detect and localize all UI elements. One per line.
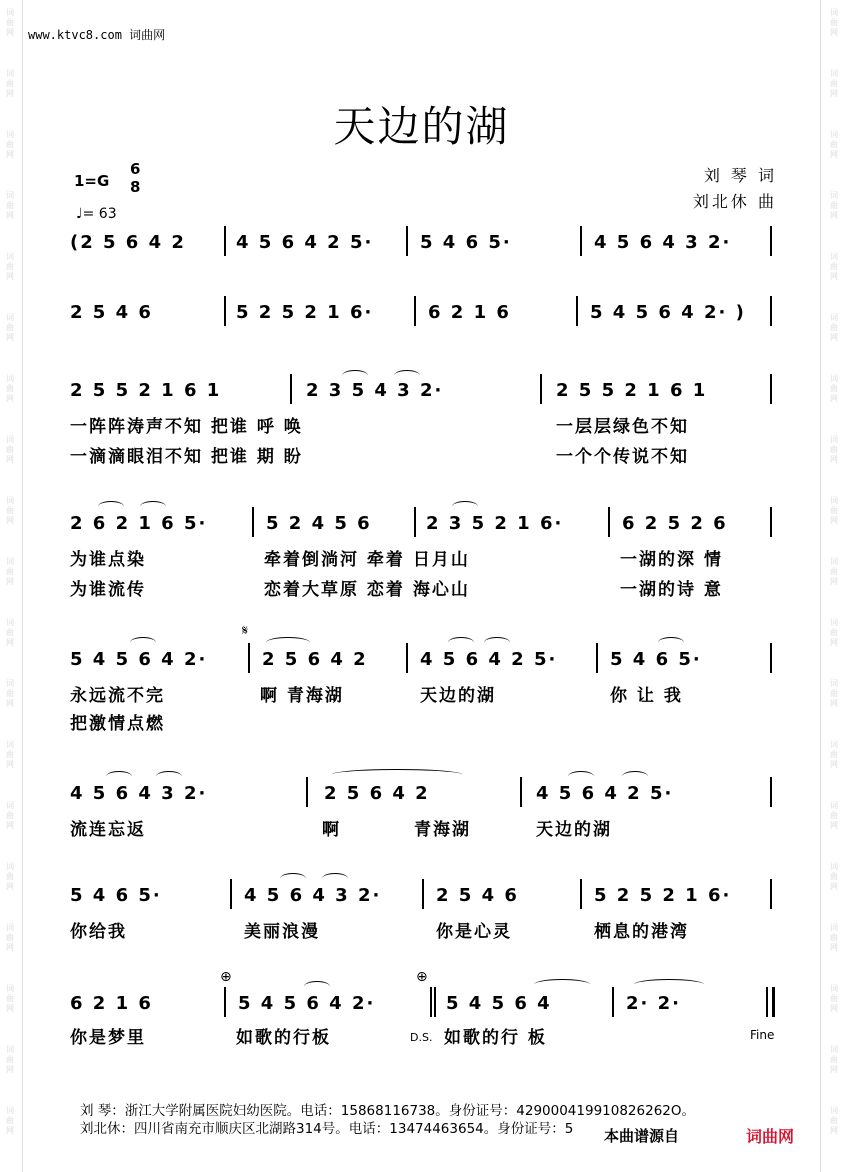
barline — [422, 879, 424, 909]
measure: 2 5 4 6 — [70, 302, 153, 323]
slur — [658, 637, 684, 648]
lyric-line: 美丽浪漫 — [244, 922, 320, 942]
watermark-text: 词 曲 网 — [6, 557, 14, 586]
measure: 4 5 6 4 3 2· — [594, 232, 732, 253]
coda-icon: ⊕ — [416, 969, 428, 985]
lyric-line: 为谁流传 — [70, 580, 146, 600]
slur — [622, 771, 648, 782]
measure: 6 2 1 6 — [428, 302, 511, 323]
row-2-notes — [70, 302, 780, 328]
slur — [452, 501, 478, 512]
lyric-line: 一滴滴眼泪不知 把谁 期 盼 — [70, 447, 303, 467]
lyric-line: 牵着倒淌河 牵着 日月山 — [264, 550, 470, 570]
repeat-barline — [434, 987, 436, 1017]
watermark-text: 词 曲 网 — [6, 1045, 14, 1074]
measure: 6 2 1 6 — [70, 993, 153, 1014]
measure: 2 5 5 2 1 6 1 — [70, 380, 222, 401]
barline — [248, 643, 250, 673]
measure: 5 4 5 6 4 2· ) — [590, 302, 746, 323]
slur — [266, 637, 310, 648]
row-4-notes — [70, 513, 780, 539]
measure: 5 4 5 6 4 2· — [70, 649, 208, 670]
footer-line-1: 刘 琴：浙江大学附属医院妇幼医院。电话：15868116738。身份证号：429000419910826262O。 — [80, 1103, 696, 1119]
lyricist-credit: 刘 琴 词 — [703, 166, 777, 185]
row-1-notes — [70, 232, 780, 258]
watermark-text: 词 曲 网 — [830, 496, 838, 525]
measure: 6 2 5 2 6 — [622, 513, 728, 534]
lyric-line: 一阵阵涛声不知 把谁 呼 唤 — [70, 417, 303, 437]
row-7-notes — [70, 885, 780, 911]
measure: 2 5 5 2 1 6 1 — [556, 380, 708, 401]
barline — [230, 879, 232, 909]
slur — [634, 979, 704, 990]
lyric-line: 恋着大草原 恋着 海心山 — [264, 580, 470, 600]
slur — [484, 637, 510, 648]
slur — [448, 637, 474, 648]
site-url: www.ktvc8.com 词曲网 — [28, 28, 166, 42]
coda-icon: ⊕ — [220, 969, 232, 985]
watermark-text: 词 曲 网 — [830, 252, 838, 281]
measure: 4 5 6 4 2 5· — [420, 649, 558, 670]
slur — [156, 771, 182, 782]
source-stamp: 本曲谱源自 — [600, 1124, 738, 1148]
barline — [414, 507, 416, 537]
barline — [770, 879, 772, 909]
lyric-line: 你是心灵 — [436, 922, 512, 942]
song-title: 天边的湖 — [333, 102, 510, 151]
measure: 5 4 6 5· — [420, 232, 512, 253]
watermark-text: 词 曲 网 — [830, 1045, 838, 1074]
watermark-text: 词 曲 网 — [6, 984, 14, 1013]
watermark-text: 词 曲 网 — [6, 679, 14, 708]
barline — [770, 226, 772, 256]
final-barline — [772, 987, 775, 1017]
lyric-line: 啊 青海湖 — [260, 686, 344, 706]
measure: 2 3 5 2 1 6· — [426, 513, 564, 534]
time-sig-bottom: 8 — [130, 178, 141, 196]
lyric-line: 天边的湖 — [536, 820, 612, 840]
barline — [770, 643, 772, 673]
slur — [534, 979, 590, 990]
lyric-line: 永远流不完 — [70, 686, 165, 706]
barline — [770, 296, 772, 326]
barline — [612, 987, 614, 1017]
lyric-line: 如歌的行 板 — [444, 1028, 547, 1048]
measure: 2· 2· — [626, 993, 681, 1014]
watermark-text: 词 曲 网 — [6, 374, 14, 403]
measure: 5 2 4 5 6 — [266, 513, 372, 534]
barline — [406, 643, 408, 673]
watermark-text: 词 曲 网 — [6, 435, 14, 464]
barline — [520, 777, 522, 807]
watermark-text: 词 曲 网 — [6, 862, 14, 891]
barline — [596, 643, 598, 673]
watermark-text: 词 曲 网 — [830, 618, 838, 647]
watermark-text: 词 曲 网 — [6, 313, 14, 342]
watermark-text: 词 曲 网 — [6, 923, 14, 952]
footer-line-2: 刘北休：四川省南充市顺庆区北湖路314号。电话：13474463654。身份证号：5 — [80, 1121, 574, 1137]
lyric-line: 栖息的港湾 — [594, 922, 689, 942]
slur — [322, 873, 348, 884]
barline — [224, 296, 226, 326]
measure: 4 5 6 4 3 2· — [244, 885, 382, 906]
watermark-text: 词 曲 网 — [6, 69, 14, 98]
lyric-line: 一湖的深 情 — [620, 550, 723, 570]
watermark-text: 词 曲 网 — [830, 984, 838, 1013]
lyric-line: 一个个传说不知 — [556, 447, 689, 467]
barline — [580, 879, 582, 909]
watermark-text: 词 曲 网 — [830, 435, 838, 464]
measure: 4 5 6 4 3 2· — [70, 783, 208, 804]
fine-mark: Fine — [750, 1028, 775, 1042]
watermark-text: 词 曲 网 — [6, 740, 14, 769]
slur — [98, 501, 124, 512]
slur — [304, 981, 330, 992]
row-5-notes — [70, 649, 780, 675]
barline — [770, 777, 772, 807]
tempo-marking: ♩= 63 — [76, 206, 117, 222]
slur — [568, 771, 594, 782]
slur — [332, 769, 462, 780]
time-sig-top: 6 — [130, 160, 141, 178]
lyric-line: 如歌的行板 — [236, 1028, 331, 1048]
measure: 2 6 2 1 6 5· — [70, 513, 208, 534]
watermark-text: 词 曲 网 — [830, 862, 838, 891]
barline — [540, 374, 542, 404]
watermark-text: 词 曲 网 — [6, 496, 14, 525]
watermark-text: 词 曲 网 — [830, 8, 838, 37]
lyric-line: 你 让 我 — [610, 686, 683, 706]
slur — [106, 771, 132, 782]
time-signature — [130, 160, 140, 196]
measure: 2 5 6 4 2 — [324, 783, 430, 804]
lyric-line: 把激情点燃 — [70, 714, 165, 734]
left-watermark-strip — [0, 0, 23, 1172]
barline — [406, 226, 408, 256]
measure: 2 5 6 4 2 — [262, 649, 368, 670]
measure: 5 4 6 5· — [610, 649, 702, 670]
lyric-line: 青海湖 — [414, 820, 471, 840]
watermark-text: 词 曲 网 — [830, 130, 838, 159]
measure: 5 2 5 2 1 6· — [236, 302, 374, 323]
watermark-text: 词 曲 网 — [830, 679, 838, 708]
lyric-line: 一层层绿色不知 — [556, 417, 689, 437]
watermark-text: 词 曲 网 — [830, 1106, 838, 1135]
barline — [252, 507, 254, 537]
measure: 4 5 6 4 2 5· — [236, 232, 374, 253]
watermark-text: 词 曲 网 — [6, 191, 14, 220]
barline — [770, 507, 772, 537]
barline — [224, 226, 226, 256]
lyric-line: 流连忘返 — [70, 820, 146, 840]
watermark-text: 词 曲 网 — [6, 1106, 14, 1135]
measure: 5 4 6 5· — [70, 885, 162, 906]
dal-segno-mark: D.S. — [410, 1031, 433, 1044]
barline — [580, 226, 582, 256]
watermark-text: 词 曲 网 — [830, 557, 838, 586]
watermark-text: 词 曲 网 — [830, 374, 838, 403]
measure: 4 5 6 4 2 5· — [536, 783, 674, 804]
slur — [342, 370, 368, 381]
watermark-text: 词 曲 网 — [830, 740, 838, 769]
slur — [130, 637, 156, 648]
watermark-text: 词 曲 网 — [830, 69, 838, 98]
barline — [770, 374, 772, 404]
final-barline — [766, 987, 768, 1017]
lyric-line: 啊 — [322, 820, 341, 840]
barline — [414, 296, 416, 326]
measure: 5 2 5 2 1 6· — [594, 885, 732, 906]
watermark-text: 词 曲 网 — [830, 313, 838, 342]
watermark-text: 词 曲 网 — [6, 8, 14, 37]
site-logo: 词曲网 — [746, 1127, 795, 1146]
barline — [224, 987, 226, 1017]
measure: 5 4 5 6 4 2· — [238, 993, 376, 1014]
repeat-barline — [430, 987, 432, 1017]
lyric-line: 一湖的诗 意 — [620, 580, 723, 600]
watermark-text: 词 曲 网 — [830, 923, 838, 952]
measure: 2 3 5 4 3 2· — [306, 380, 444, 401]
lyric-line: 你是梦里 — [70, 1028, 146, 1048]
measure: 5 4 5 6 4 — [446, 993, 552, 1014]
watermark-text: 词 曲 网 — [6, 130, 14, 159]
slur — [280, 873, 306, 884]
watermark-text: 词 曲 网 — [830, 801, 838, 830]
composer-credit: 刘北休 曲 — [692, 192, 777, 211]
row-6-notes — [70, 783, 780, 809]
watermark-text: 词 曲 网 — [6, 618, 14, 647]
row-3-notes — [70, 380, 780, 406]
barline — [306, 777, 308, 807]
watermark-text: 词 曲 网 — [6, 801, 14, 830]
slur — [140, 501, 166, 512]
watermark-text: 词 曲 网 — [6, 252, 14, 281]
segno-icon: 𝄋 — [242, 623, 249, 639]
lyric-line: 你给我 — [70, 922, 127, 942]
lyric-line: 天边的湖 — [420, 686, 496, 706]
lyric-line: 为谁点染 — [70, 550, 146, 570]
barline — [290, 374, 292, 404]
row-8-notes — [70, 993, 780, 1019]
watermark-text: 词 曲 网 — [830, 191, 838, 220]
slur — [394, 370, 420, 381]
barline — [576, 296, 578, 326]
measure: 2 5 4 6 — [436, 885, 519, 906]
measure: (2 5 6 4 2 — [70, 232, 186, 253]
barline — [608, 507, 610, 537]
key-signature: 1=G — [74, 172, 110, 190]
